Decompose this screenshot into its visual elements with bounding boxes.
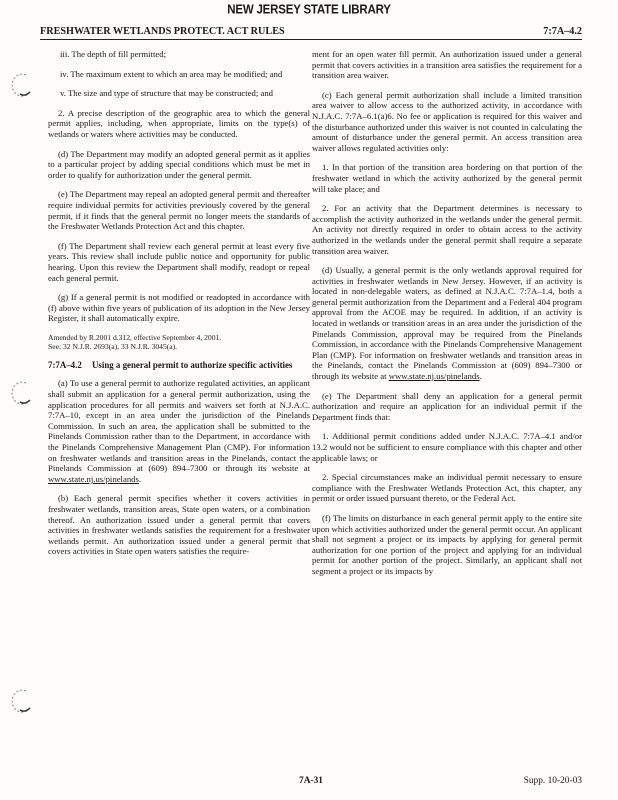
paragraph: (e) The Department shall deny an application for a general permit authorization and require an application for an individual permit if the Department finds that:: [312, 390, 582, 422]
paragraph: v. The size and type of structure that may be constructed; and: [60, 88, 274, 99]
amendment-line: See: 32 N.J.R. 2693(a), 33 N.J.R. 3045(a).: [48, 341, 178, 351]
paragraph: (a) To use a general permit to authorize regulated activities, an applicant shall submit an application for a general permit authorization, using the application procedures for all permits and waivers set forth at N.J.A.C. 7:7A–10, except in an area under the jurisdiction of the Pinelands Commission. In such an area, the application shall be submitted to the Pinelands Commission rather than to the Department, in accordance with the Pinelands Comprehensive Management Plan (CMP). For information on freshwater wetlands and transition areas in the Pinelands, contact the Pinelands Commission at (609) 894–7300 or through its website at www.state.nj.us/pinelands.: [48, 378, 310, 484]
left-column: [48, 49, 310, 566]
amendment-line: Amended by R.2001 d.312, effective September 4, 2001.: [48, 332, 222, 342]
paragraph: (e) The Department may repeal an adopted general permit and thereafter require individual permits for activities previously covered by the general permit, if it finds that the general permit no longer meets the standards of the Freshwater Wetlands Protection Act and this chapter.: [48, 189, 310, 232]
section-title: Using a general permit to authorize specific activities: [92, 359, 293, 370]
punch-hole-icon: [10, 688, 32, 714]
library-stamp: NEW JERSEY STATE LIBRARY: [227, 3, 391, 17]
paragraph: (c) Each general permit authorization shall include a limited transition area waiver to allow access to the authorized activity, in accordance with N.J.A.C. 7:7A–6.1(a)6. No fee or application is required for this waiver and the disturbance authorized under this waiver is not counted in calculating the amount of disturbance under the general permit. An access transition area waiver allows regulated activities only:: [312, 89, 582, 153]
punch-hole-icon: [10, 380, 32, 406]
paragraph: (b) Each general permit specifies whether it covers activities in freshwater wetlands, transition areas, State open waters, or a combination thereof. An authorization issued under a general permit that covers activities in freshwater wetlands satisfies the requirement for a freshwater wetlands permit. An authorization issued under a general permit that covers activities in State open waters satisfies the require-: [48, 493, 310, 557]
header-rule: [40, 39, 582, 40]
paragraph: iv. The maximum extent to which an area may be modified; and: [60, 68, 283, 79]
paragraph: (d) Usually, a general permit is the only wetlands approval required for activities in freshwater wetlands in New Jersey. However, if an activity is located in non-delegable waters, as defined at N.J.A.C. 7:7A–1.4, both a general permit authorization from the Department and a Federal 404 program approval from the ACOE may be required. In addition, if an activity is located in wetlands or transition areas in an area under the jurisdiction of the Pinelands Commission, approval may be required from the Pinelands Commission, in accordance with the Pinelands Comprehensive Management Plan (CMP). For information on freshwater wetlands and transition areas in the Pinelands, contact the Pinelands Commission at (609) 894–7300 or through its website at www.state.nj.us/pinelands.: [312, 265, 582, 382]
punch-hole-icon: [10, 72, 32, 98]
pinelands-website-link[interactable]: www.state.nj.us/pinelands: [388, 371, 480, 382]
supplement-date: Supp. 10-20-03: [523, 776, 582, 786]
right-column: [312, 49, 582, 586]
paragraph: 1. Additional permit conditions added under N.J.A.C. 7:7A–4.1 and/or 13.2 would not be sufficient to ensure compliance with this chapter and other applicable laws; or: [312, 431, 582, 463]
header-title: FRESHWATER WETLANDS PROTECT. ACT RULES: [40, 26, 285, 37]
paragraph: 2. For an activity that the Department determines is necessary to accomplish the activity authorized in the wetlands under the general permit. An activity not directly required in order to obtain access to the activity authorized in the wetlands under the general permit shall require a separate transition area waiver.: [312, 203, 582, 256]
header-section-number: 7:7A–4.2: [543, 26, 582, 37]
section-number: 7:7A–4.2: [48, 359, 82, 370]
paragraph: ment for an open water fill permit. An authorization issued under a general permit that covers activities in a transition area satisfies the requirement for a transition area waiver.: [312, 49, 582, 81]
paragraph: iii. The depth of fill permitted;: [60, 49, 166, 59]
paragraph: (g) If a general permit is not modified or readopted in accordance with (f) above within five years of publication of its adoption in the New Jersey Register, it shall automatically expire.: [48, 292, 310, 324]
amendment-note: [48, 333, 310, 351]
paragraph: (f) The Department shall review each general permit at least every five years. This review shall include public notice and opportunity for public hearing. Upon this review the Department shall modify, readopt or repeal each general permit.: [48, 240, 310, 283]
pinelands-website-link[interactable]: www.state.nj.us/pinelands: [48, 473, 139, 484]
page-number: 7A-31: [299, 776, 323, 786]
paragraph: 2. Special circumstances make an individual permit necessary to ensure compliance with the Freshwater Wetlands Protection Act, this chapter, any permit or order issued pursuant thereto, or the Federal Act.: [312, 472, 582, 504]
paragraph: 2. A precise description of the geographic area to which the general permit applies, including, when appropriate, limits on the type(s) of wetlands or waters where activities may be conducted.: [48, 107, 310, 139]
paragraph: (f) The limits on disturbance in each general permit apply to the entire site upon which activities authorized under the general permit occur. An applicant shall not segment a project or its impacts by applying for general permit authorization for one portion of the project and applying for an individual permit for another portion of the project. Similarly, an applicant shall not segment a project or its impacts by: [312, 512, 582, 576]
paragraph: 1. In that portion of the transition area bordering on that portion of the freshwater wetland in which the activity authorized by the general permit will take place; and: [312, 162, 582, 194]
paragraph: (d) The Department may modify an adopted general permit as it applies to a particular project by adding special conditions which must be met in order to qualify for authorization under the general permit.: [48, 148, 310, 180]
section-heading: [48, 360, 310, 371]
